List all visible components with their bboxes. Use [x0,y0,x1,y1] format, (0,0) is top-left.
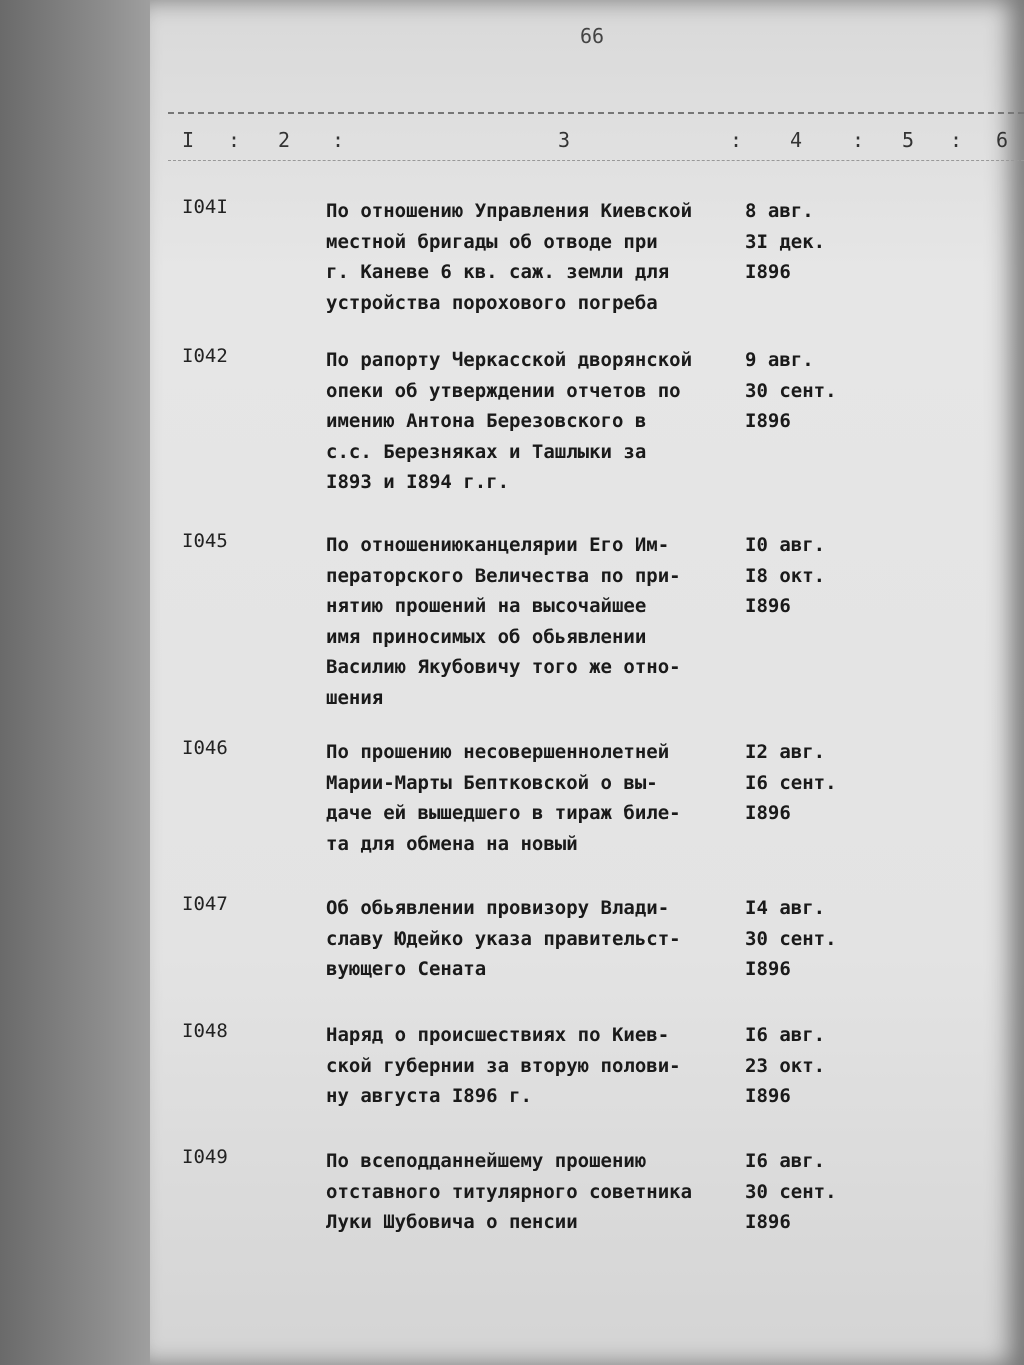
page-number: 66 [580,24,605,48]
record-description: По отношениюканцелярии Его Им- ператорского Величества по при- нятию прошений на высочайшее имя приносимых об обьявлении Василию Якубовичу того же отно- шения [326,534,681,709]
column-header-1: I [182,128,195,152]
column-header-separator: : [332,128,345,152]
record-dates: I0 авг. I8 окт. I896 [745,534,826,617]
record-number: I042 [182,345,228,367]
record-description: Об обьявлении провизору Влади- славу Юдейко указа правительст- вующего Сената [326,897,681,980]
record-number: I047 [182,893,228,915]
column-header-separator: : [228,128,241,152]
column-header-separator: : [950,128,963,152]
record-description: По всеподданнейшему прошению отставного титулярного советника Луки Шубовича о пенсии [326,1150,693,1233]
record-number: I046 [182,737,228,759]
record-number: I049 [182,1146,228,1168]
record-dates: I6 авг. 30 сент. I896 [745,1150,837,1233]
record-dates: 8 авг. 3I дек. I896 [745,200,826,283]
record-number: I04I [182,196,228,218]
record-dates: 9 авг. 30 сент. I896 [745,349,837,432]
record-number: I045 [182,530,228,552]
column-header-5: 5 [902,128,915,152]
record-number: I048 [182,1020,228,1042]
header-bottom-rule [168,160,1024,161]
record-description: Наряд о происшествиях по Киев- ской губернии за вторую полови- ну августа I896 г. [326,1024,681,1107]
record-description: По отношению Управления Киевской местной бригады об отводе при г. Каневе 6 кв. саж. земли для устройства порохового погреба [326,200,693,314]
facing-page-edge [0,0,175,1365]
column-header-2: 2 [278,128,291,152]
header-top-rule [168,112,1024,114]
record-dates: I6 авг. 23 окт. I896 [745,1024,826,1107]
column-header-4: 4 [790,128,803,152]
record-description: По рапорту Черкасской дворянской опеки об утверждении отчетов по имению Антона Березовского в с.с. Березняках и Ташлыки за I893 и I894 г.г. [326,349,693,493]
column-header-6: 6 [996,128,1009,152]
column-header-separator: : [852,128,865,152]
record-description: По прошению несовершеннолетней Марии-Марты Бептковской о вы- даче ей вышедшего в тираж биле- та для обмена на новый [326,741,681,855]
record-dates: I2 авг. I6 сент. I896 [745,741,837,824]
record-dates: I4 авг. 30 сент. I896 [745,897,837,980]
column-header-3: 3 [558,128,571,152]
column-header-separator: : [730,128,743,152]
